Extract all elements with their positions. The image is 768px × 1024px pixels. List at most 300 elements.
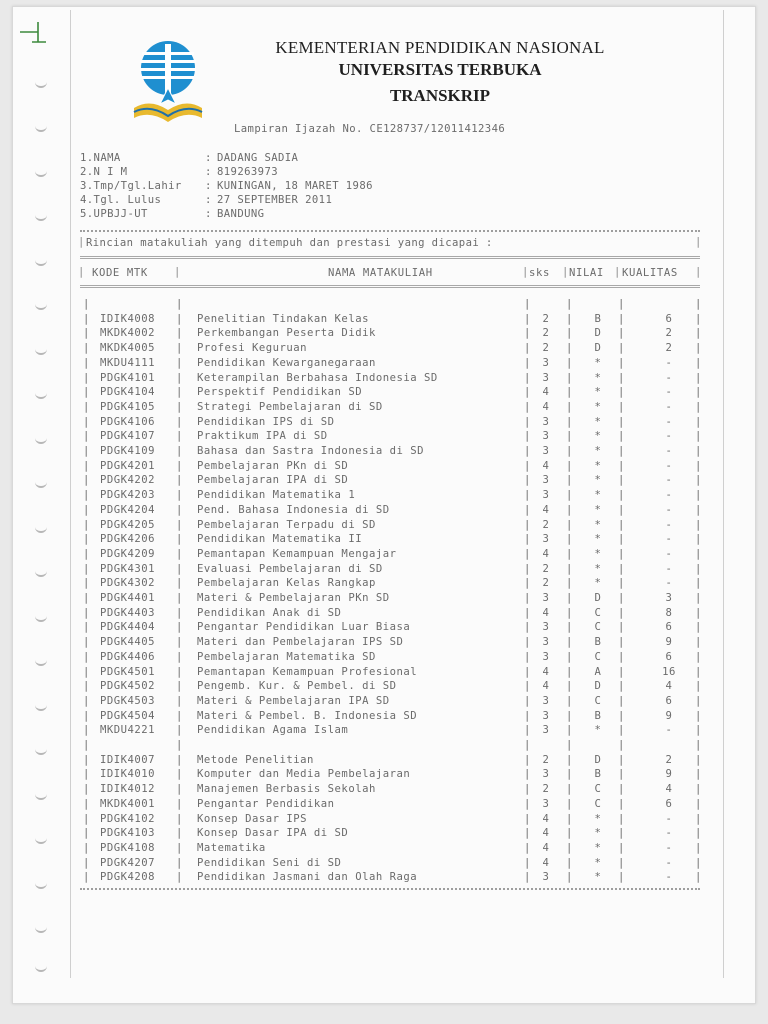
- table-row: [0, 430, 768, 444]
- course-sks: 2: [542, 753, 550, 766]
- table-border: |: [83, 356, 90, 369]
- table-border: |: [83, 445, 90, 457]
- table-border: |: [695, 724, 702, 737]
- table-border: |: [83, 871, 90, 884]
- table-border: |: [83, 680, 90, 693]
- course-quality: -: [665, 489, 673, 502]
- table-border: |: [695, 650, 702, 663]
- table-border: |: [176, 783, 183, 796]
- table-border: |: [618, 459, 625, 472]
- course-name: Pendidikan Kewarganegaraan: [197, 356, 376, 369]
- table-border: |: [83, 327, 90, 340]
- table-border: |: [524, 768, 531, 781]
- table-border: |: [566, 445, 573, 457]
- course-grade: *: [594, 533, 602, 546]
- table-border: |: [524, 665, 531, 678]
- course-name: Pendidikan Jasmani dan Olah Raga: [197, 871, 418, 884]
- table-border: |: [83, 562, 90, 575]
- table-border: |: [695, 266, 702, 278]
- table-border: |: [618, 327, 625, 340]
- table-border: |: [695, 797, 702, 810]
- course-grade: B: [594, 636, 602, 649]
- table-border: |: [524, 636, 531, 649]
- course-quality: -: [665, 856, 673, 869]
- course-name: Komputer dan Media Pembelajaran: [197, 768, 411, 781]
- course-sks: 3: [542, 797, 550, 810]
- table-row: [0, 548, 768, 562]
- table-border: |: [695, 753, 702, 766]
- course-sks: 3: [542, 709, 550, 722]
- table-row: [0, 621, 768, 635]
- course-sks: 4: [542, 503, 550, 516]
- table-border: |: [566, 636, 573, 649]
- table-row: [0, 460, 768, 474]
- table-border: |: [176, 650, 183, 663]
- course-sks: 4: [542, 665, 550, 678]
- table-border: |: [695, 856, 702, 869]
- course-sks: 4: [542, 812, 550, 825]
- table-spacer-row: [0, 739, 768, 753]
- table-border: |: [176, 371, 183, 384]
- table-border: |: [83, 724, 90, 737]
- table-border: |: [566, 400, 573, 413]
- table-border: |: [83, 533, 90, 546]
- table-border: |: [695, 533, 702, 546]
- table-border: |: [618, 606, 625, 619]
- table-border: |: [176, 327, 183, 340]
- table-border: |: [524, 753, 531, 766]
- course-quality: -: [665, 400, 673, 413]
- course-code: PDGK4205: [100, 518, 156, 531]
- table-border: |: [695, 415, 702, 428]
- course-sks: 3: [542, 474, 550, 487]
- table-border: |: [562, 266, 569, 278]
- table-spacer-row: [0, 298, 768, 312]
- table-border: |: [83, 812, 90, 825]
- course-sks: 4: [542, 827, 550, 840]
- course-quality: 6: [665, 621, 673, 634]
- course-name: Materi dan Pembelajaran IPS SD: [197, 636, 404, 649]
- table-border: |: [176, 665, 183, 678]
- table-border: |: [524, 489, 531, 502]
- table-border: |: [618, 797, 625, 810]
- table-border: |: [618, 856, 625, 869]
- course-name: Pembelajaran Kelas Rangkap: [197, 577, 376, 590]
- table-border: |: [176, 768, 183, 781]
- table-border: |: [83, 386, 90, 399]
- table-border: |: [176, 356, 183, 369]
- identity-value: 819263973: [217, 166, 279, 178]
- table-row: [0, 372, 768, 386]
- course-code: PDGK4109: [100, 445, 156, 457]
- table-border: |: [83, 650, 90, 663]
- course-code: PDGK4302: [100, 577, 156, 590]
- course-quality: -: [665, 430, 673, 443]
- course-name: Penelitian Tindakan Kelas: [197, 312, 369, 325]
- table-border: |: [83, 856, 90, 869]
- course-code: PDGK4209: [100, 547, 156, 560]
- table-border: |: [176, 577, 183, 590]
- table-border: |: [618, 694, 625, 707]
- identity-value: KUNINGAN, 18 MARET 1986: [217, 180, 373, 192]
- course-grade: B: [594, 312, 602, 325]
- table-border: |: [176, 342, 183, 355]
- course-name: Pengantar Pendidikan Luar Biasa: [197, 621, 411, 634]
- table-border: |: [695, 636, 702, 649]
- table-border: |: [524, 547, 531, 560]
- table-border: |: [83, 621, 90, 634]
- table-border: |: [695, 342, 702, 355]
- table-border: |: [83, 371, 90, 384]
- table-border: |: [695, 356, 702, 369]
- course-sks: 2: [542, 518, 550, 531]
- course-quality: 6: [665, 797, 673, 810]
- table-row: [0, 474, 768, 488]
- table-border: |: [83, 739, 90, 751]
- course-quality: -: [665, 577, 673, 590]
- table-bottom-rule: [80, 888, 700, 890]
- course-sks: 3: [542, 430, 550, 443]
- course-grade: *: [594, 518, 602, 531]
- table-border: |: [695, 841, 702, 854]
- table-border: |: [524, 797, 531, 810]
- table-border: |: [695, 665, 702, 678]
- table-border: |: [524, 650, 531, 663]
- course-code: IDIK4010: [100, 768, 156, 781]
- identity-value: BANDUNG: [217, 208, 265, 220]
- table-row: [0, 783, 768, 797]
- course-grade: C: [594, 621, 602, 634]
- table-border: |: [524, 709, 531, 722]
- course-quality: 6: [665, 312, 673, 325]
- table-border: |: [524, 518, 531, 531]
- course-sks: 4: [542, 400, 550, 413]
- table-border: |: [83, 518, 90, 531]
- course-sks: 4: [542, 386, 550, 399]
- table-border: |: [176, 724, 183, 737]
- course-quality: -: [665, 415, 673, 428]
- table-border: |: [618, 650, 625, 663]
- table-row: [0, 592, 768, 606]
- table-border: |: [524, 445, 531, 457]
- course-grade: *: [594, 459, 602, 472]
- course-grade: *: [594, 474, 602, 487]
- table-row: [0, 813, 768, 827]
- table-border: |: [524, 503, 531, 516]
- table-border: |: [618, 783, 625, 796]
- course-grade: D: [594, 680, 602, 693]
- course-sks: 4: [542, 841, 550, 854]
- course-sks: 4: [542, 606, 550, 619]
- identity-label: 5.UPBJJ-UT: [80, 208, 148, 220]
- table-row: [0, 519, 768, 533]
- table-border: |: [566, 489, 573, 502]
- course-code: PDGK4201: [100, 459, 156, 472]
- header-nama: NAMA MATAKULIAH: [328, 267, 433, 279]
- table-border: |: [524, 812, 531, 825]
- table-border: |: [83, 547, 90, 560]
- course-grade: C: [594, 783, 602, 796]
- course-quality: 2: [665, 342, 673, 355]
- table-row: [0, 416, 768, 430]
- table-border: |: [695, 783, 702, 796]
- table-header-bottom-rule: [80, 285, 700, 288]
- course-grade: *: [594, 871, 602, 884]
- course-grade: *: [594, 430, 602, 443]
- table-border: |: [566, 298, 573, 310]
- table-border: |: [524, 386, 531, 399]
- table-border: |: [176, 474, 183, 487]
- table-border: |: [618, 871, 625, 884]
- table-border: |: [83, 753, 90, 766]
- table-border: |: [83, 577, 90, 590]
- course-sks: 3: [542, 489, 550, 502]
- table-border: |: [524, 621, 531, 634]
- course-grade: *: [594, 489, 602, 502]
- course-grade: *: [594, 400, 602, 413]
- header-kualitas: KUALITAS: [622, 267, 678, 279]
- table-row: [0, 695, 768, 709]
- course-grade: D: [594, 327, 602, 340]
- course-quality: -: [665, 812, 673, 825]
- course-sks: 2: [542, 327, 550, 340]
- table-row: [0, 768, 768, 782]
- table-border: |: [618, 724, 625, 737]
- table-border: |: [83, 665, 90, 678]
- table-row: [0, 342, 768, 356]
- course-quality: -: [665, 547, 673, 560]
- table-border: |: [83, 841, 90, 854]
- table-border: |: [618, 812, 625, 825]
- table-border: |: [176, 430, 183, 443]
- table-border: |: [83, 768, 90, 781]
- table-border: |: [695, 592, 702, 604]
- course-quality: -: [665, 356, 673, 369]
- table-border: |: [618, 577, 625, 590]
- table-border: |: [176, 400, 183, 413]
- course-grade: *: [594, 827, 602, 840]
- table-caption: Rincian matakuliah yang ditempuh dan prestasi yang dicapai :: [86, 237, 493, 249]
- table-border: |: [695, 327, 702, 340]
- table-top-rule: [80, 230, 700, 232]
- course-grade: *: [594, 386, 602, 399]
- course-code: PDGK4501: [100, 665, 156, 678]
- table-border: |: [618, 533, 625, 546]
- table-border: |: [176, 709, 183, 722]
- table-border: |: [695, 518, 702, 531]
- course-code: IDIK4007: [100, 753, 156, 766]
- course-name: Pembelajaran PKn di SD: [197, 459, 349, 472]
- table-border: |: [566, 474, 573, 487]
- course-name: Pend. Bahasa Indonesia di SD: [197, 503, 390, 516]
- course-grade: *: [594, 503, 602, 516]
- table-border: |: [695, 547, 702, 560]
- course-name: Pendidikan Matematika II: [197, 533, 363, 546]
- table-border: |: [176, 298, 183, 310]
- course-grade: C: [594, 606, 602, 619]
- course-sks: 2: [542, 312, 550, 325]
- table-border: |: [83, 489, 90, 502]
- table-border: |: [176, 812, 183, 825]
- table-border: |: [83, 459, 90, 472]
- table-border: |: [83, 503, 90, 516]
- table-border: |: [524, 871, 531, 884]
- course-sks: 4: [542, 547, 550, 560]
- course-name: Konsep Dasar IPA di SD: [197, 827, 349, 840]
- course-quality: 16: [662, 665, 676, 678]
- table-border: |: [566, 724, 573, 737]
- identity-value: 27 SEPTEMBER 2011: [217, 194, 333, 206]
- table-border: |: [524, 415, 531, 428]
- table-border: |: [83, 694, 90, 707]
- table-border: |: [83, 342, 90, 355]
- table-border: |: [566, 841, 573, 854]
- table-border: |: [566, 621, 573, 634]
- course-name: Pembelajaran IPA di SD: [197, 474, 349, 487]
- table-border: |: [695, 298, 702, 310]
- course-code: PDGK4102: [100, 812, 156, 825]
- course-quality: -: [665, 841, 673, 854]
- table-border: |: [695, 812, 702, 825]
- course-name: Strategi Pembelajaran di SD: [197, 400, 383, 413]
- course-grade: *: [594, 547, 602, 560]
- course-name: Pendidikan Matematika 1: [197, 489, 356, 502]
- course-name: Pengantar Pendidikan: [197, 797, 335, 810]
- table-border: |: [83, 312, 90, 325]
- course-code: PDGK4108: [100, 841, 156, 854]
- table-row: [0, 504, 768, 518]
- identity-separator: :: [205, 194, 212, 206]
- identity-label: 3.Tmp/Tgl.Lahir: [80, 180, 182, 192]
- table-header-rule: [80, 256, 700, 259]
- course-name: Pendidikan Agama Islam: [197, 724, 349, 737]
- table-row: [0, 327, 768, 341]
- table-border: |: [566, 856, 573, 869]
- course-name: Pemantapan Kemampuan Mengajar: [197, 547, 397, 560]
- table-border: |: [524, 400, 531, 413]
- table-row: [0, 357, 768, 371]
- table-border: |: [566, 768, 573, 781]
- course-grade: *: [594, 841, 602, 854]
- table-border: |: [695, 827, 702, 840]
- table-border: |: [176, 518, 183, 531]
- course-code: MKDK4005: [100, 342, 156, 355]
- table-border: |: [695, 739, 702, 751]
- course-quality: 9: [665, 709, 673, 722]
- table-border: |: [174, 266, 181, 278]
- table-border: |: [524, 841, 531, 854]
- course-name: Pendidikan Seni di SD: [197, 856, 342, 869]
- table-border: |: [695, 371, 702, 384]
- table-border: |: [83, 474, 90, 487]
- course-grade: *: [594, 371, 602, 384]
- course-name: Pendidikan Anak di SD: [197, 606, 342, 619]
- table-border: |: [524, 371, 531, 384]
- table-border: |: [695, 606, 702, 619]
- table-row: [0, 754, 768, 768]
- course-quality: -: [665, 386, 673, 399]
- table-row: [0, 445, 768, 459]
- identity-separator: :: [205, 166, 212, 178]
- course-grade: *: [594, 812, 602, 825]
- table-border: |: [176, 636, 183, 649]
- table-border: |: [695, 430, 702, 443]
- table-border: |: [566, 592, 573, 604]
- course-name: Matematika: [197, 841, 266, 854]
- table-row: [0, 651, 768, 665]
- table-row: [0, 401, 768, 415]
- table-border: |: [695, 577, 702, 590]
- table-border: |: [566, 753, 573, 766]
- header-sks: sks: [529, 267, 550, 279]
- course-code: PDGK4106: [100, 415, 156, 428]
- course-sks: 3: [542, 356, 550, 369]
- table-border: |: [618, 753, 625, 766]
- course-grade: *: [594, 356, 602, 369]
- identity-separator: :: [205, 180, 212, 192]
- course-name: Pengemb. Kur. & Pembel. di SD: [197, 680, 397, 693]
- table-border: |: [83, 415, 90, 428]
- course-name: Perspektif Pendidikan SD: [197, 386, 363, 399]
- table-border: |: [618, 415, 625, 428]
- table-border: |: [524, 430, 531, 443]
- table-border: |: [83, 606, 90, 619]
- course-sks: 3: [542, 636, 550, 649]
- table-border: |: [695, 459, 702, 472]
- course-code: PDGK4208: [100, 871, 156, 884]
- table-border: |: [618, 371, 625, 384]
- table-border: |: [176, 503, 183, 516]
- table-border: |: [83, 827, 90, 840]
- table-border: |: [695, 503, 702, 516]
- table-row: [0, 636, 768, 650]
- table-border: |: [618, 739, 625, 751]
- course-code: PDGK4401: [100, 592, 156, 604]
- table-border: |: [566, 739, 573, 751]
- table-border: |: [618, 400, 625, 413]
- table-border: |: [176, 606, 183, 619]
- course-code: PDGK4207: [100, 856, 156, 869]
- course-sks: 3: [542, 694, 550, 707]
- table-border: |: [566, 518, 573, 531]
- table-border: |: [176, 841, 183, 854]
- course-code: PDGK4107: [100, 430, 156, 443]
- course-sks: 2: [542, 342, 550, 355]
- course-grade: D: [594, 342, 602, 355]
- course-quality: -: [665, 724, 673, 737]
- course-grade: *: [594, 445, 602, 457]
- header-nilai: NILAI: [569, 267, 604, 279]
- table-border: |: [618, 841, 625, 854]
- course-sks: 3: [542, 724, 550, 737]
- table-border: |: [618, 592, 625, 604]
- course-sks: 3: [542, 768, 550, 781]
- course-quality: 3: [665, 592, 673, 604]
- table-border: |: [522, 266, 529, 278]
- course-quality: 4: [665, 680, 673, 693]
- table-border: |: [618, 665, 625, 678]
- course-code: PDGK4403: [100, 606, 156, 619]
- table-border: |: [566, 533, 573, 546]
- table-border: |: [566, 680, 573, 693]
- course-code: PDGK4103: [100, 827, 156, 840]
- table-border: |: [176, 445, 183, 457]
- table-border: |: [695, 680, 702, 693]
- course-sks: 3: [542, 871, 550, 884]
- table-border: |: [695, 871, 702, 884]
- table-border: |: [176, 562, 183, 575]
- table-border: |: [524, 724, 531, 737]
